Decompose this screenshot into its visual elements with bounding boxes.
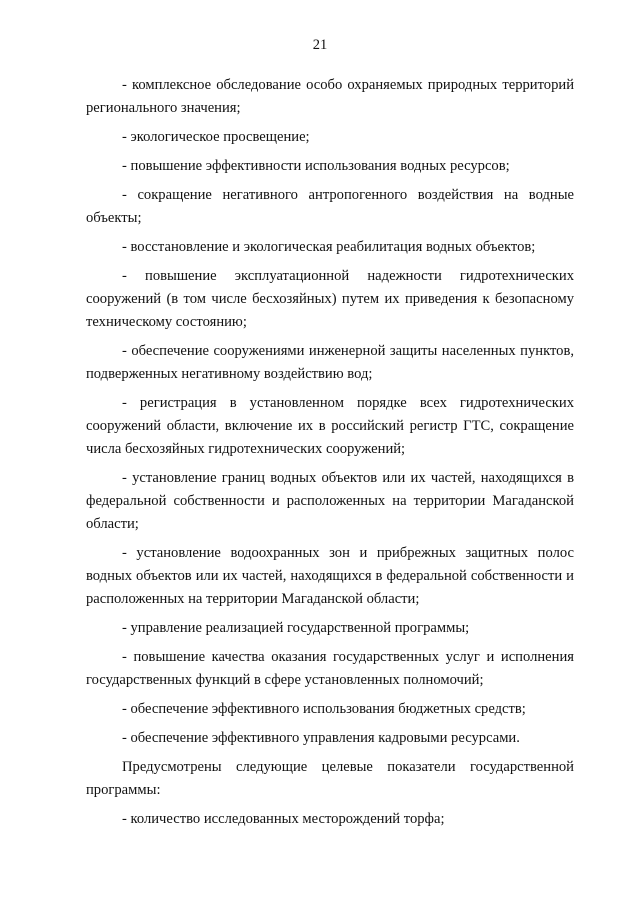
paragraph-target-indicators: Предусмотрены следующие целевые показатели государственной программы: bbox=[86, 759, 574, 798]
paragraph-service-quality: - повышение качества оказания государственных услуг и исполнения государственных функций в сфере установленных полномочий; bbox=[86, 649, 574, 688]
paragraph-water-efficiency: - повышение эффективности использования водных ресурсов; bbox=[122, 158, 510, 174]
paragraph-hr-management: - обеспечение эффективного управления кадровыми ресурсами. bbox=[122, 730, 520, 746]
paragraph-boundaries: - установление границ водных объектов или их частей, находящихся в федеральной собственности и расположенных на территории Магаданской области; bbox=[86, 470, 574, 532]
paragraph-water-protection-zones: - установление водоохранных зон и прибрежных защитных полос водных объектов или их частей, находящихся в федеральной собственности и расположенных на территории Магаданской области; bbox=[86, 545, 574, 607]
paragraph-budget-efficiency: - обеспечение эффективного использования бюджетных средств; bbox=[122, 701, 526, 717]
page-number: 21 bbox=[312, 37, 328, 53]
document-body bbox=[86, 74, 574, 837]
paragraph-registration: - регистрация в установленном порядке всех гидротехнических сооружений области, включение их в российский регистр ГТС, сокращение числа бесхозяйных гидротехнических сооружений; bbox=[86, 395, 574, 457]
paragraph-hydro-reliability: - повышение эксплуатационной надежности гидротехнических сооружений (в том числе бесхозяйных) путем их приведения к безопасному техническому состоянию; bbox=[86, 268, 574, 330]
paragraph-engineering-protection: - обеспечение сооружениями инженерной защиты населенных пунктов, подверженных негативному воздействию вод; bbox=[86, 343, 574, 382]
paragraph-restoration: - восстановление и экологическая реабилитация водных объектов; bbox=[122, 239, 536, 255]
paragraph-reduce-impact: - сокращение негативного антропогенного воздействия на водные объекты; bbox=[86, 187, 574, 226]
paragraph-eco-education: - экологическое просвещение; bbox=[122, 129, 310, 145]
paragraph-ooptr-survey: - комплексное обследование особо охраняемых природных территорий регионального значения; bbox=[86, 77, 574, 116]
paragraph-program-management: - управление реализацией государственной программы; bbox=[122, 620, 470, 636]
paragraph-peat-deposits: - количество исследованных месторождений торфа; bbox=[122, 811, 445, 827]
